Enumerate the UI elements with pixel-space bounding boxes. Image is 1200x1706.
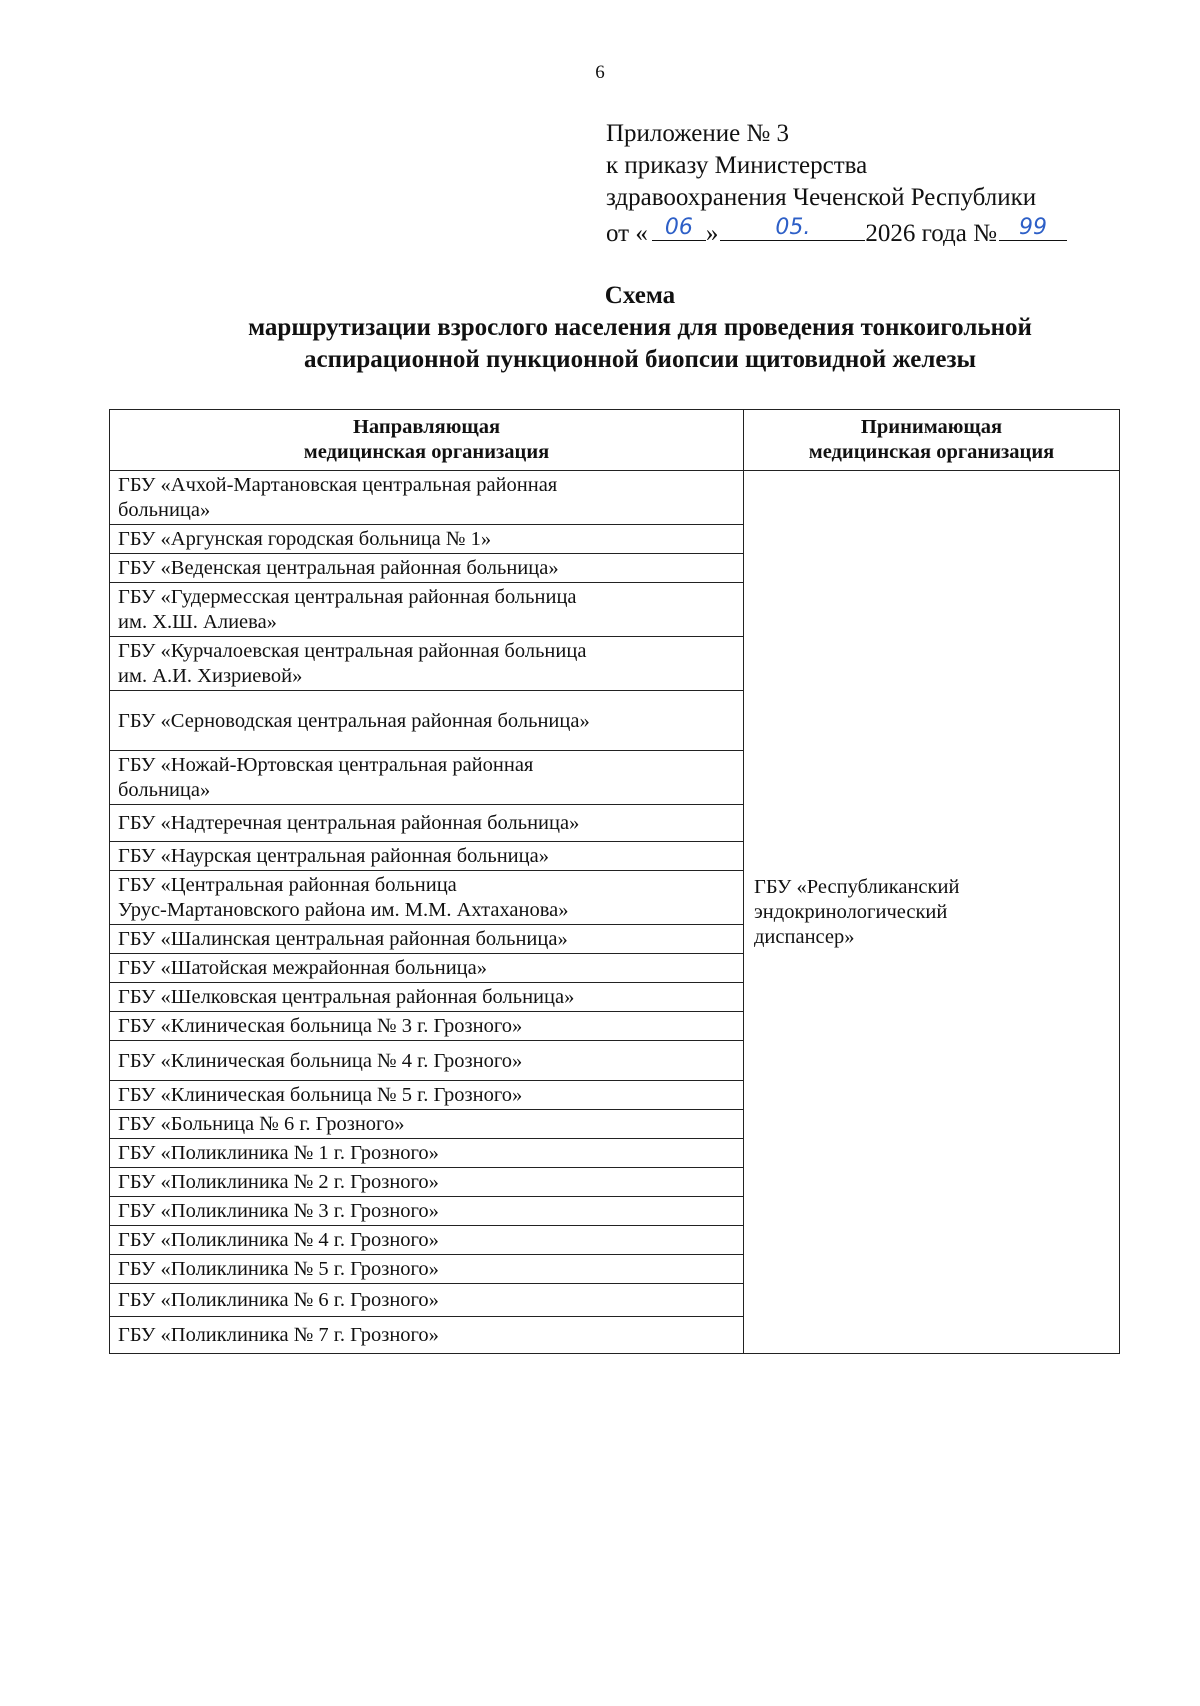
sending-organization-cell: ГБУ «Поликлиника № 1 г. Грозного» xyxy=(110,1139,744,1168)
date-mid: » xyxy=(705,220,719,247)
sending-organization-cell: ГБУ «Шатойская межрайонная больница» xyxy=(110,954,744,983)
sending-organization-cell: ГБУ «Поликлиника № 5 г. Грозного» xyxy=(110,1255,744,1284)
sending-organization-cell: ГБУ «Курчалоевская центральная районная больница им. А.И. Хизриевой» xyxy=(110,637,744,691)
sending-organization-cell: ГБУ «Поликлиника № 2 г. Грозного» xyxy=(110,1168,744,1197)
appendix-line-3: здравоохранения Чеченской Республики xyxy=(606,184,1037,211)
sending-organization-cell: ГБУ «Ачхой-Мартановская центральная районная больница» xyxy=(110,471,744,525)
date-day-handwritten: 06 xyxy=(664,215,693,240)
appendix-line-2: к приказу Министерства xyxy=(606,152,868,179)
sending-organization-cell: ГБУ «Центральная районная больница Урус-Мартановского района им. М.М. Ахтаханова» xyxy=(110,871,744,925)
sending-organization-cell: ГБУ «Клиническая больница № 5 г. Грозного» xyxy=(110,1081,744,1110)
date-month-field xyxy=(720,214,865,241)
page-number: 6 xyxy=(595,62,605,83)
table-row xyxy=(110,471,1120,525)
title-line-3: аспирационной пункционной биопсии щитовидной железы xyxy=(303,346,977,373)
order-number-field xyxy=(999,214,1067,241)
header-receiving-organization: Принимающая медицинская организация xyxy=(744,410,1120,471)
sending-organization-cell: ГБУ «Клиническая больница № 3 г. Грозного» xyxy=(110,1012,744,1041)
date-prefix: от « xyxy=(606,220,648,247)
sending-organization-cell: ГБУ «Аргунская городская больница № 1» xyxy=(110,525,744,554)
receiving-organization-cell: ГБУ «Республиканский эндокринологический диспансер» xyxy=(744,471,1120,1354)
routing-table xyxy=(109,409,1120,1354)
sending-organization-cell: ГБУ «Поликлиника № 7 г. Грозного» xyxy=(110,1317,744,1354)
sending-organization-cell: ГБУ «Ножай-Юртовская центральная районная больница» xyxy=(110,751,744,805)
date-day-field xyxy=(652,214,706,241)
title-line-2: маршрутизации взрослого населения для проведения тонкоигольной xyxy=(248,314,1032,341)
sending-organization-cell: ГБУ «Клиническая больница № 4 г. Грозного» xyxy=(110,1041,744,1081)
sending-organization-cell: ГБУ «Поликлиника № 6 г. Грозного» xyxy=(110,1284,744,1317)
sending-organization-cell: ГБУ «Поликлиника № 3 г. Грозного» xyxy=(110,1197,744,1226)
sending-organization-cell: ГБУ «Серноводская центральная районная больница» xyxy=(110,691,744,751)
header-sending-organization: Направляющая медицинская организация xyxy=(110,410,744,471)
appendix-line-1: Приложение № 3 xyxy=(606,120,790,147)
date-year-text: 2026 года № xyxy=(865,220,997,247)
document-title xyxy=(140,280,1140,376)
table-header-row xyxy=(110,410,1120,471)
sending-organization-cell: ГБУ «Гудермесская центральная районная больница им. Х.Ш. Алиева» xyxy=(110,583,744,637)
sending-organization-cell: ГБУ «Поликлиника № 4 г. Грозного» xyxy=(110,1226,744,1255)
routing-table-body xyxy=(110,471,1120,1354)
appendix-header xyxy=(606,118,1166,250)
sending-organization-cell: ГБУ «Больница № 6 г. Грозного» xyxy=(110,1110,744,1139)
sending-organization-cell: ГБУ «Надтеречная центральная районная больница» xyxy=(110,805,744,842)
date-month-handwritten: 05. xyxy=(775,215,811,240)
title-line-1: Схема xyxy=(604,282,676,309)
sending-organization-cell: ГБУ «Наурская центральная районная больница» xyxy=(110,842,744,871)
appendix-date-line xyxy=(606,214,1166,250)
order-number-handwritten: 99 xyxy=(1018,215,1047,240)
sending-organization-cell: ГБУ «Веденская центральная районная больница» xyxy=(110,554,744,583)
sending-organization-cell: ГБУ «Шалинская центральная районная больница» xyxy=(110,925,744,954)
sending-organization-cell: ГБУ «Шелковская центральная районная больница» xyxy=(110,983,744,1012)
